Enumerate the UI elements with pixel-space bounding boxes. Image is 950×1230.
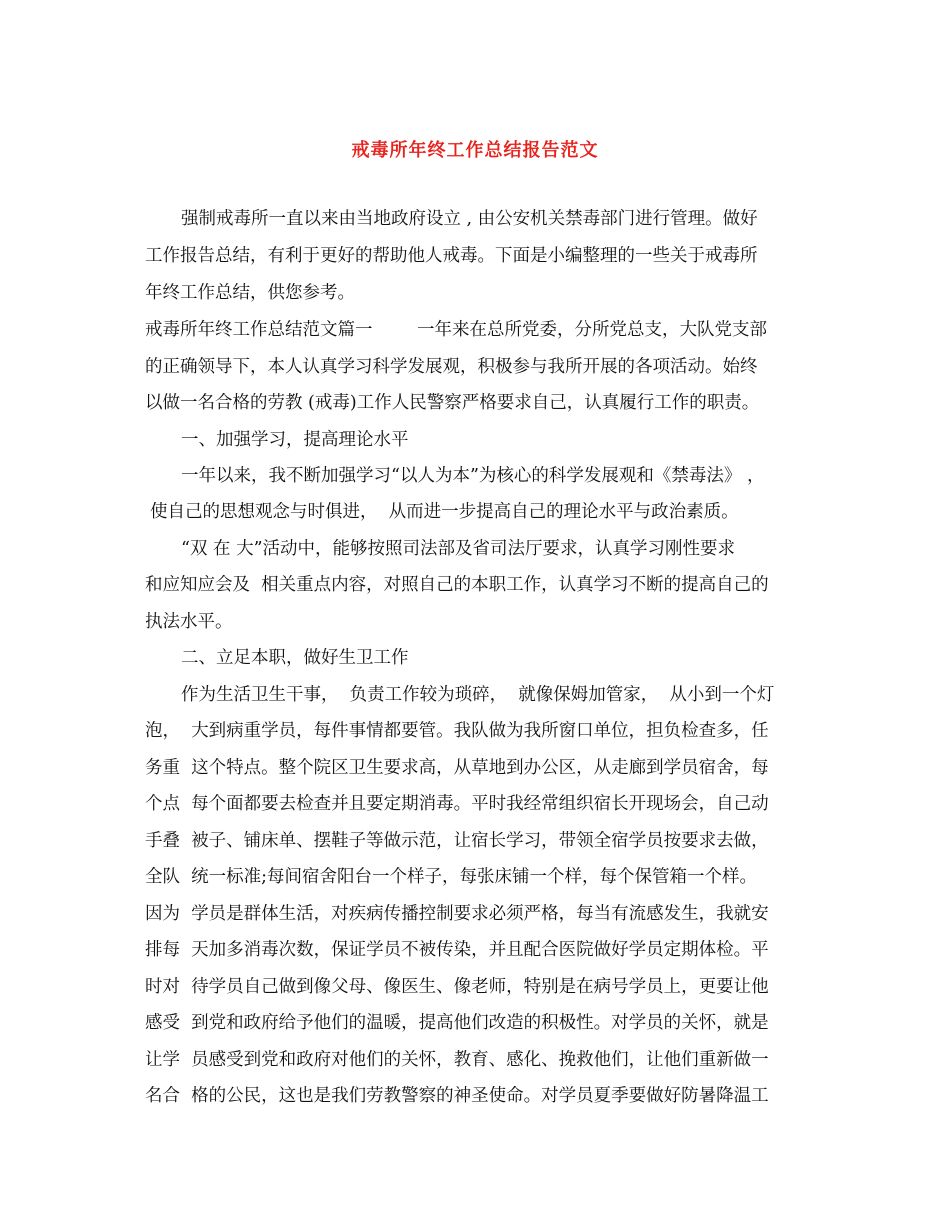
- body-line: 泡， 大到病重学员，每件事情都要管。我队做为我所窗口单位，担负检查多，任: [145, 721, 769, 741]
- body-line: 年终工作总结，供您参考。: [145, 283, 355, 303]
- body-line: 让学 员感受到党和政府对他们的关怀，教育、感化、挽救他们，让他们重新做一: [145, 1050, 769, 1070]
- body-line: 因为 学员是群体生活，对疾病传播控制要求必须严格，每当有流感发生，我就安: [145, 904, 769, 924]
- body-line: “双 在 大”活动中，能够按照司法部及省司法厅要求，认真学习刚性要求: [181, 539, 736, 559]
- body-line: 务重 这个特点。整个院区卫生要求高，从草地到办公区，从走廊到学员宿舍，每: [145, 758, 769, 778]
- body-line: 和应知应会及 相关重点内容，对照自己的本职工作，认真学习不断的提高自己的: [145, 575, 769, 595]
- body-line: 戒毒所年终工作总结范文篇一 一年来在总所党委，分所党总支，大队党支部: [145, 320, 767, 340]
- body-line: 一年以来，我不断加强学习“以人为本”为核心的科学发展观和《禁毒法》 ，: [181, 466, 765, 486]
- section-heading: 二、立足本职，做好生卫工作: [181, 648, 409, 668]
- body-line: 强制戒毒所一直以来由当地政府设立 , 由公安机关禁毒部门进行管理。做好: [181, 209, 758, 229]
- body-line: 名合 格的公民，这也是我们劳教警察的神圣使命。对学员夏季要做好防暑降温工: [145, 1086, 769, 1106]
- body-line: 个点 每个面都要去检查并且要定期消毒。平时我经常组织宿长开现场会，自己动: [145, 794, 769, 814]
- body-line: 的正确领导下，本人认真学习科学发展观，积极参与我所开展的各项活动。始终: [145, 357, 758, 377]
- body-line: 手叠 被子、铺床单、摆鞋子等做示范，让宿长学习，带领全宿学员按要求去做，: [145, 831, 769, 851]
- body-line: 执法水平。: [145, 612, 233, 632]
- body-line: 时对 待学员自己做到像父母、像医生、像老师，特别是在病号学员上，更要让他: [145, 977, 769, 997]
- body-line: 使自己的思想观念与时俱进， 从而进一步提高自己的理论水平与政治素质。: [150, 502, 739, 522]
- body-line: 工作报告总结，有利于更好的帮助他人戒毒。下面是小编整理的一些关于戒毒所: [145, 246, 758, 266]
- body-line: 排每 天加多消毒次数，保证学员不被传染，并且配合医院做好学员定期体检。平: [145, 940, 769, 960]
- body-line: 全队 统一标准;每间宿舍阳台一个样子，每张床铺一个样，每个保管箱一个样。: [145, 867, 758, 887]
- section-heading: 一、加强学习，提高理论水平: [181, 430, 409, 450]
- document-title: 戒毒所年终工作总结报告范文: [351, 140, 599, 161]
- body-line: 作为生活卫生干事， 负责工作较为琐碎， 就像保姆加管家， 从小到一个灯: [181, 685, 775, 705]
- body-line: 以做一名合格的劳教 (戒毒)工作人民警察严格要求自己，认真履行工作的职责。: [145, 393, 760, 413]
- body-line: 感受 到党和政府给予他们的温暖，提高他们改造的积极性。对学员的关怀，就是: [145, 1013, 769, 1033]
